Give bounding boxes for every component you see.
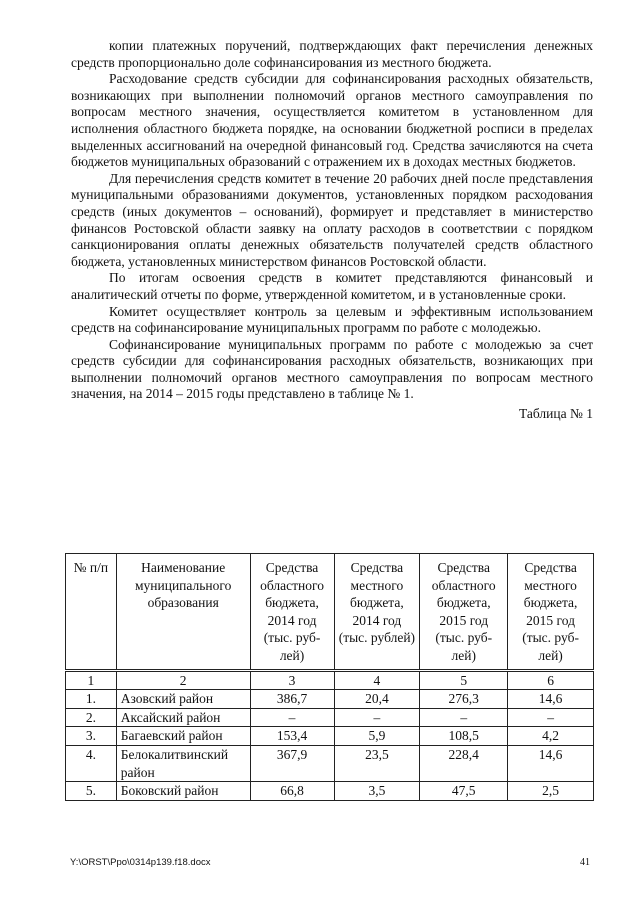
table-row <box>66 745 594 781</box>
local-2015-value: 4,2 <box>508 727 594 746</box>
paragraph-3: Для перечисления средств комитет в течение 20 рабочих дней после представления муниципальными образованиями документов, установленных порядком расходования средств (иных документов – оснований), формирует и представляет в министерство финансов Ростовской области заявку на оплату расходов в соответствии с порядком санкционирования оплаты денежных обязательств получателей средств областного бюджета, установленных министерством финансов Ростовской области. <box>71 170 593 269</box>
municipality-name: Азовский район <box>116 690 250 709</box>
document-body <box>71 38 593 423</box>
table-row <box>66 782 594 801</box>
regional-2015-value: 228,4 <box>420 745 508 781</box>
row-number: 4. <box>66 745 117 781</box>
municipality-name: Аксайский район <box>116 708 250 727</box>
row-number: 5. <box>66 782 117 801</box>
footer-page-number: 41 <box>580 857 590 868</box>
municipality-name: Багаевский район <box>116 727 250 746</box>
header-municipality: Наименование муниципального образования <box>116 554 250 671</box>
regional-2015-value: 108,5 <box>420 727 508 746</box>
table-row <box>66 727 594 746</box>
funding-table <box>65 553 594 801</box>
row-number: 1. <box>66 690 117 709</box>
row-number: 3. <box>66 727 117 746</box>
column-numbers-row <box>66 670 594 690</box>
local-2014-value: – <box>334 708 420 727</box>
regional-2014-value: 66,8 <box>250 782 334 801</box>
header-local-2015: Средства местного бюджета, 2015 год (тыс. руб-лей) <box>508 554 594 671</box>
local-2015-value: 14,6 <box>508 690 594 709</box>
table-row <box>66 708 594 727</box>
paragraph-4: По итогам освоения средств в комитет представляются финансовый и аналитический отчеты по форме, утвержденной комитетом, и в установленные сроки. <box>71 270 593 302</box>
local-2015-value: – <box>508 708 594 727</box>
local-2015-value: 2,5 <box>508 782 594 801</box>
local-2014-value: 3,5 <box>334 782 420 801</box>
column-number: 6 <box>508 670 594 690</box>
column-number: 2 <box>116 670 250 690</box>
local-2015-value: 14,6 <box>508 745 594 781</box>
regional-2014-value: 367,9 <box>250 745 334 781</box>
regional-2015-value: 276,3 <box>420 690 508 709</box>
header-regional-2015: Средства областного бюджета, 2015 год (тыс. руб-лей) <box>420 554 508 671</box>
header-number: № п/п <box>66 554 117 671</box>
column-number: 5 <box>420 670 508 690</box>
header-regional-2014: Средства областного бюджета, 2014 год (тыс. руб-лей) <box>250 554 334 671</box>
table-header-row <box>66 554 594 671</box>
paragraph-2: Расходование средств субсидии для софинансирования расходных обязательств, возникающих при выполнении полномочий органов местного самоуправления по вопросам местного значения, осуществляется комитетом в установленном для исполнения областного бюджета порядке, на основании бюджетной росписи в пределах выделенных ассигнований на очередной финансовый год. Средства зачисляются на счета бюджетов муниципальных образований с отражением их в доходах местных бюджетов. <box>71 71 593 170</box>
regional-2015-value: – <box>420 708 508 727</box>
table-row <box>66 690 594 709</box>
paragraph-1: копии платежных поручений, подтверждающих факт перечисления денежных средств пропорционально доле софинансирования из местного бюджета. <box>71 38 593 70</box>
paragraph-6: Софинансирование муниципальных программ по работе с молодежью за счет средств субсидии для софинансирования расходных обязательств, возникающих при выполнении полномочий органов местного самоуправления по вопросам местного значения, на 2014 – 2015 годы представлено в таблице № 1. <box>71 336 593 402</box>
paragraph-5: Комитет осуществляет контроль за целевым и эффективным использованием средств на софинансирование муниципальных программ по работе с молодежью. <box>71 303 593 336</box>
local-2014-value: 23,5 <box>334 745 420 781</box>
regional-2015-value: 47,5 <box>420 782 508 801</box>
column-number: 1 <box>66 670 117 690</box>
municipality-name: Белокалитвинский район <box>116 745 250 781</box>
local-2014-value: 5,9 <box>334 727 420 746</box>
local-2014-value: 20,4 <box>334 690 420 709</box>
table-caption: Таблица № 1 <box>519 406 593 422</box>
regional-2014-value: 386,7 <box>250 690 334 709</box>
row-number: 2. <box>66 708 117 727</box>
regional-2014-value: 153,4 <box>250 727 334 746</box>
column-number: 3 <box>250 670 334 690</box>
regional-2014-value: – <box>250 708 334 727</box>
header-local-2014: Средства местного бюджета, 2014 год (тыс. рублей) <box>334 554 420 671</box>
municipality-name: Боковский район <box>116 782 250 801</box>
column-number: 4 <box>334 670 420 690</box>
footer-file-path: Y:\ORST\Ppo\0314p139.f18.docx <box>70 857 211 868</box>
